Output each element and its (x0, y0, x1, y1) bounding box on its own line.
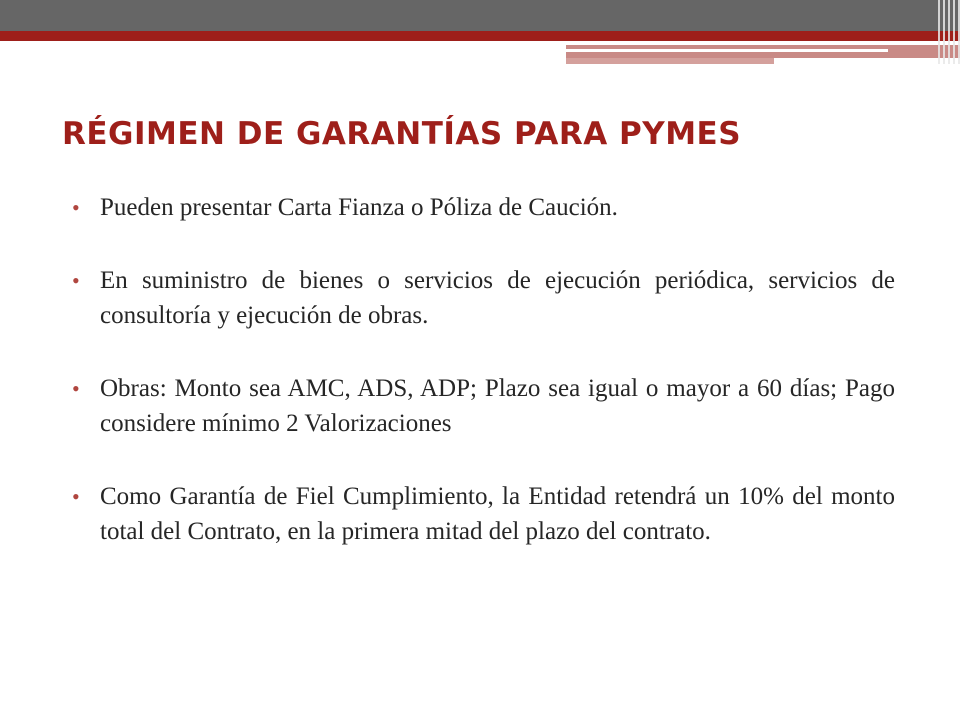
header-white-line (566, 49, 888, 52)
vertical-line (953, 0, 955, 64)
bullet-dot-icon: • (72, 195, 80, 220)
bullet-item (72, 371, 895, 441)
bullet-dot-icon: • (72, 268, 80, 293)
header-vertical-lines (925, 0, 960, 64)
bullet-list (72, 190, 895, 587)
bullet-dot-icon: • (72, 484, 80, 509)
header-red-stripe (0, 31, 960, 41)
bullet-text: Pueden presentar Carta Fianza o Póliza de Caución. (100, 194, 618, 221)
bullet-dot-icon: • (72, 376, 80, 401)
bullet-item (72, 479, 895, 549)
bullet-text: Como Garantía de Fiel Cumplimiento, la Entidad retendrá un 10% del monto total del Contrato, en la primera mitad del plazo del contrato. (100, 483, 895, 545)
vertical-line (943, 0, 945, 64)
bullet-text: Obras: Monto sea AMC, ADS, ADP; Plazo sea igual o mayor a 60 días; Pago considere mínimo 2 Valorizaciones (100, 375, 895, 437)
header-gray-bar (0, 0, 960, 31)
header-pink-decoration-lower (566, 58, 774, 64)
slide-title: RÉGIMEN DE GARANTÍAS PARA PYMES (62, 116, 742, 152)
bullet-text: En suministro de bienes o servicios de ejecución periódica, servicios de consultoría y ejecución de obras. (100, 267, 895, 329)
vertical-line (948, 0, 950, 64)
bullet-item (72, 190, 895, 225)
bullet-item (72, 263, 895, 333)
vertical-line (938, 0, 940, 64)
